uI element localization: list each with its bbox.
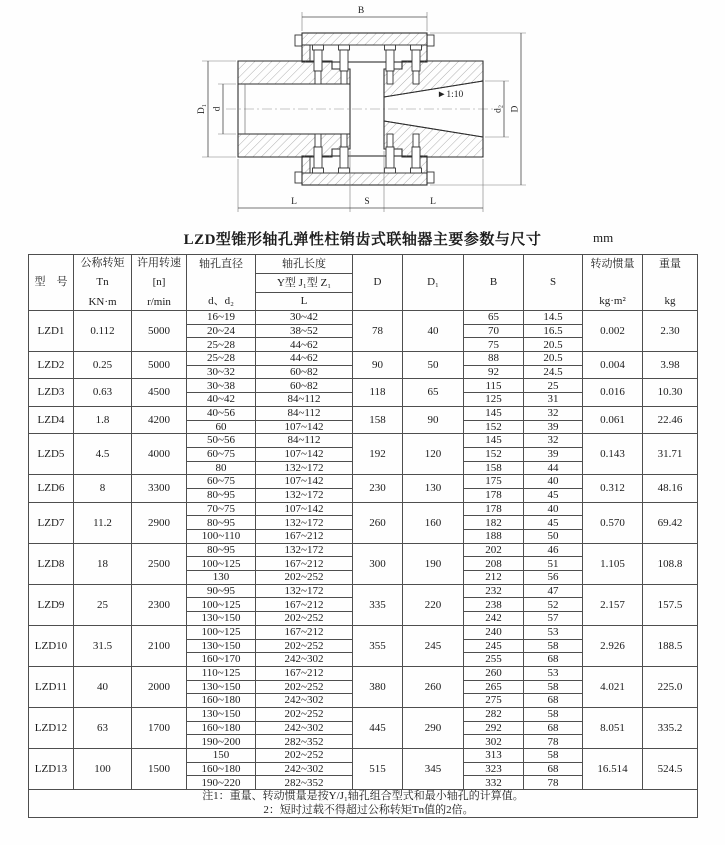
- cell-weight: 69.42: [643, 502, 698, 543]
- cell-B: 158: [464, 461, 524, 475]
- cell-B: 275: [464, 694, 524, 708]
- cell-B: 242: [464, 612, 524, 626]
- table-body: [29, 311, 698, 790]
- cell-torque: 25: [74, 584, 132, 625]
- coupling-cross-section-drawing: [0, 2, 725, 228]
- header-speed-line: 许用转速: [137, 257, 181, 269]
- cell-torque: 0.63: [74, 379, 132, 406]
- note-line-1: 注1：重量、转动惯量是按Y/J₁轴孔组合型式和最小轴孔的计算值。: [202, 790, 524, 803]
- cell-inertia: 0.004: [583, 352, 643, 379]
- cell-S: 53: [524, 625, 583, 639]
- cell-length-range: 84~112: [256, 393, 353, 407]
- cell-S: 14.5: [524, 311, 583, 325]
- cell-B: 282: [464, 707, 524, 721]
- cell-S: 46: [524, 543, 583, 557]
- cell-model: LZD6: [29, 475, 74, 502]
- cell-bore-range: 160~180: [187, 721, 256, 735]
- cell-model: LZD7: [29, 502, 74, 543]
- cell-weight: 157.5: [643, 584, 698, 625]
- dim-label-D: D: [510, 105, 521, 113]
- cell-length-range: 107~142: [256, 420, 353, 434]
- header-speed-line: [n]: [152, 276, 166, 289]
- cell-S: 53: [524, 666, 583, 680]
- cell-B: 292: [464, 721, 524, 735]
- cell-bore-range: 60~75: [187, 447, 256, 461]
- cell-D1: 90: [403, 406, 464, 433]
- cell-B: 145: [464, 406, 524, 420]
- table-row: [29, 707, 698, 721]
- cell-S: 68: [524, 694, 583, 708]
- cell-D: 78: [353, 311, 403, 352]
- cell-B: 88: [464, 352, 524, 366]
- cell-inertia: 2.926: [583, 625, 643, 666]
- cell-bore-range: 80~95: [187, 516, 256, 530]
- header-inertia-line: kg·m²: [599, 294, 626, 307]
- cell-bore-range: 16~19: [187, 311, 256, 325]
- cell-D: 355: [353, 625, 403, 666]
- cell-bore-range: 30~38: [187, 379, 256, 393]
- cell-inertia: 16.514: [583, 749, 643, 790]
- cell-weight: 225.0: [643, 666, 698, 707]
- cell-D: 230: [353, 475, 403, 502]
- cell-S: 58: [524, 707, 583, 721]
- table-header: [29, 255, 698, 311]
- cell-model: LZD9: [29, 584, 74, 625]
- cell-S: 51: [524, 557, 583, 571]
- cell-B: 145: [464, 434, 524, 448]
- cell-bore-range: 80~95: [187, 543, 256, 557]
- cell-D: 335: [353, 584, 403, 625]
- cell-speed: 4000: [132, 434, 187, 475]
- cell-S: 58: [524, 680, 583, 694]
- cell-speed: 2900: [132, 502, 187, 543]
- header-bore-line: 轴孔直径: [199, 258, 243, 270]
- table-row: [29, 666, 698, 680]
- cell-bore-range: 50~56: [187, 434, 256, 448]
- cell-S: 52: [524, 598, 583, 612]
- header-weight-line: 重量: [659, 258, 681, 270]
- cell-speed: 5000: [132, 311, 187, 352]
- cell-B: 125: [464, 393, 524, 407]
- cell-S: 40: [524, 502, 583, 516]
- note-line-2: 2：短时过载不得超过公称转矩Tn值的2倍。: [263, 804, 474, 817]
- cell-length-range: 132~172: [256, 461, 353, 475]
- cell-bore-range: 100~110: [187, 530, 256, 544]
- header-speed-line: r/min: [147, 295, 171, 308]
- table-row: [29, 543, 698, 557]
- cell-bore-range: 40~56: [187, 406, 256, 420]
- table-row: [29, 625, 698, 639]
- cell-length-range: 44~62: [256, 352, 353, 366]
- cell-torque: 63: [74, 707, 132, 748]
- cell-bore-range: 25~28: [187, 338, 256, 352]
- cell-S: 57: [524, 612, 583, 626]
- cell-torque: 100: [74, 749, 132, 790]
- table-row: [29, 475, 698, 489]
- cell-D1: 260: [403, 666, 464, 707]
- cell-bore-range: 30~32: [187, 365, 256, 379]
- dim-label-S: S: [364, 197, 370, 207]
- cell-length-range: 107~142: [256, 475, 353, 489]
- cell-speed: 1500: [132, 749, 187, 790]
- cell-B: 115: [464, 379, 524, 393]
- cell-length-range: 282~352: [256, 776, 353, 790]
- cell-torque: 0.25: [74, 352, 132, 379]
- cell-D1: 120: [403, 434, 464, 475]
- cell-inertia: 0.570: [583, 502, 643, 543]
- cell-bore-range: 130~150: [187, 707, 256, 721]
- header-length-line: Y型 J₁型 Z₁: [256, 274, 352, 293]
- header-weight-line: kg: [664, 294, 676, 307]
- cell-S: 78: [524, 735, 583, 749]
- header-D1: D₁: [403, 255, 464, 311]
- cell-D: 515: [353, 749, 403, 790]
- cell-D1: 130: [403, 475, 464, 502]
- cell-S: 47: [524, 584, 583, 598]
- cell-weight: 188.5: [643, 625, 698, 666]
- cell-length-range: 132~172: [256, 516, 353, 530]
- cell-torque: 40: [74, 666, 132, 707]
- cell-D1: 190: [403, 543, 464, 584]
- cell-S: 25: [524, 379, 583, 393]
- cell-length-range: 202~252: [256, 707, 353, 721]
- header-weight: [643, 255, 698, 311]
- cell-inertia: 0.061: [583, 406, 643, 433]
- cell-bore-range: 60~75: [187, 475, 256, 489]
- cell-S: 16.5: [524, 324, 583, 338]
- cell-bore-range: 100~125: [187, 557, 256, 571]
- cell-speed: 2000: [132, 666, 187, 707]
- cell-torque: 0.112: [74, 311, 132, 352]
- dim-label-d: d: [212, 106, 223, 112]
- cell-weight: 2.30: [643, 311, 698, 352]
- cell-B: 202: [464, 543, 524, 557]
- cell-model: LZD4: [29, 406, 74, 433]
- cell-model: LZD2: [29, 352, 74, 379]
- cell-length-range: 167~212: [256, 557, 353, 571]
- header-model: 型 号: [29, 255, 74, 311]
- dim-label-D1: D₁: [197, 103, 207, 115]
- cell-length-range: 242~302: [256, 762, 353, 776]
- cell-S: 24.5: [524, 365, 583, 379]
- cell-B: 332: [464, 776, 524, 790]
- cell-length-range: 84~112: [256, 406, 353, 420]
- cell-length-range: 107~142: [256, 447, 353, 461]
- cell-S: 32: [524, 406, 583, 420]
- header-inertia-line: 转动惯量: [590, 258, 635, 270]
- cell-length-range: 202~252: [256, 749, 353, 763]
- header-torque-line: Tn: [96, 276, 109, 289]
- dimension-B: [302, 6, 427, 31]
- cell-length-range: 202~252: [256, 571, 353, 585]
- taper-label: ►1:10: [437, 90, 464, 100]
- table-row: [29, 311, 698, 325]
- cell-weight: 3.98: [643, 352, 698, 379]
- dim-label-L-left: L: [291, 197, 297, 207]
- cell-S: 39: [524, 447, 583, 461]
- page-title: LZD型锥形轴孔弹性柱销齿式联轴器主要参数与尺寸: [183, 232, 542, 248]
- cell-S: 58: [524, 749, 583, 763]
- cell-B: 182: [464, 516, 524, 530]
- cell-B: 65: [464, 311, 524, 325]
- cell-length-range: 202~252: [256, 680, 353, 694]
- cell-B: 232: [464, 584, 524, 598]
- table-footer: [29, 790, 698, 818]
- table-row: [29, 584, 698, 598]
- cell-B: 75: [464, 338, 524, 352]
- header-row: [29, 255, 698, 311]
- cell-speed: 4200: [132, 406, 187, 433]
- cell-S: 44: [524, 461, 583, 475]
- cell-D: 192: [353, 434, 403, 475]
- cell-D: 90: [353, 352, 403, 379]
- cell-length-range: 202~252: [256, 639, 353, 653]
- cell-B: 260: [464, 666, 524, 680]
- cell-length-range: 107~142: [256, 502, 353, 516]
- cell-length-range: 44~62: [256, 338, 353, 352]
- cell-S: 78: [524, 776, 583, 790]
- cell-bore-range: 130~150: [187, 680, 256, 694]
- cell-inertia: 0.002: [583, 311, 643, 352]
- cell-bore-range: 160~180: [187, 762, 256, 776]
- header-torque-line: 公称转矩: [80, 257, 125, 269]
- cell-weight: 48.16: [643, 475, 698, 502]
- dimension-d2: [485, 81, 509, 137]
- cell-length-range: 167~212: [256, 625, 353, 639]
- cell-length-range: 60~82: [256, 365, 353, 379]
- table-row: [29, 379, 698, 393]
- notes-cell: [29, 790, 698, 818]
- cell-bore-range: 60: [187, 420, 256, 434]
- cell-length-range: 60~82: [256, 379, 353, 393]
- cell-bore-range: 70~75: [187, 502, 256, 516]
- unit-label: mm: [593, 230, 614, 245]
- cell-B: 92: [464, 365, 524, 379]
- cell-B: 70: [464, 324, 524, 338]
- header-D: D: [353, 255, 403, 311]
- cell-inertia: 0.312: [583, 475, 643, 502]
- header-S: S: [524, 255, 583, 311]
- cell-length-range: 132~172: [256, 488, 353, 502]
- cell-D: 445: [353, 707, 403, 748]
- cell-B: 212: [464, 571, 524, 585]
- cell-S: 68: [524, 721, 583, 735]
- cell-model: LZD8: [29, 543, 74, 584]
- cell-D1: 245: [403, 625, 464, 666]
- cell-torque: 18: [74, 543, 132, 584]
- cell-B: 302: [464, 735, 524, 749]
- cell-B: 245: [464, 639, 524, 653]
- cell-D1: 290: [403, 707, 464, 748]
- table-row: [29, 749, 698, 763]
- cell-weight: 335.2: [643, 707, 698, 748]
- cell-inertia: 4.021: [583, 666, 643, 707]
- cell-B: 238: [464, 598, 524, 612]
- cell-bore-range: 25~28: [187, 352, 256, 366]
- cell-S: 68: [524, 653, 583, 667]
- cell-length-range: 84~112: [256, 434, 353, 448]
- cell-length-range: 242~302: [256, 653, 353, 667]
- cell-S: 20.5: [524, 338, 583, 352]
- cell-S: 58: [524, 639, 583, 653]
- cell-torque: 8: [74, 475, 132, 502]
- cell-D: 380: [353, 666, 403, 707]
- cell-D1: 160: [403, 502, 464, 543]
- cell-D1: 220: [403, 584, 464, 625]
- cell-speed: 4500: [132, 379, 187, 406]
- cell-model: LZD10: [29, 625, 74, 666]
- cell-bore-range: 20~24: [187, 324, 256, 338]
- cell-bore-range: 100~125: [187, 625, 256, 639]
- cell-weight: 31.71: [643, 434, 698, 475]
- cell-D1: 40: [403, 311, 464, 352]
- cell-S: 40: [524, 475, 583, 489]
- cell-model: LZD1: [29, 311, 74, 352]
- cell-D1: 65: [403, 379, 464, 406]
- cell-weight: 22.46: [643, 406, 698, 433]
- cell-speed: 2300: [132, 584, 187, 625]
- cell-S: 20.5: [524, 352, 583, 366]
- cell-torque: 11.2: [74, 502, 132, 543]
- cell-speed: 5000: [132, 352, 187, 379]
- header-bore: [187, 255, 256, 311]
- header-length-line: L: [300, 295, 308, 307]
- cell-inertia: 8.051: [583, 707, 643, 748]
- cell-bore-range: 130~150: [187, 612, 256, 626]
- cell-D1: 50: [403, 352, 464, 379]
- cell-length-range: 242~302: [256, 694, 353, 708]
- cell-weight: 10.30: [643, 379, 698, 406]
- cell-B: 178: [464, 488, 524, 502]
- cell-length-range: 132~172: [256, 543, 353, 557]
- cell-bore-range: 160~170: [187, 653, 256, 667]
- cell-bore-range: 80~95: [187, 488, 256, 502]
- cell-length-range: 132~172: [256, 584, 353, 598]
- title-row: [0, 228, 725, 250]
- cell-torque: 1.8: [74, 406, 132, 433]
- cell-inertia: 2.157: [583, 584, 643, 625]
- cell-inertia: 1.105: [583, 543, 643, 584]
- cell-S: 56: [524, 571, 583, 585]
- cell-bore-range: 100~125: [187, 598, 256, 612]
- cell-bore-range: 110~125: [187, 666, 256, 680]
- cell-weight: 108.8: [643, 543, 698, 584]
- table-row: [29, 434, 698, 448]
- cell-B: 208: [464, 557, 524, 571]
- cell-length-range: 242~302: [256, 721, 353, 735]
- cell-length-range: 202~252: [256, 612, 353, 626]
- cell-model: LZD3: [29, 379, 74, 406]
- cell-B: 265: [464, 680, 524, 694]
- cell-D: 158: [353, 406, 403, 433]
- notes-row: [29, 790, 698, 818]
- cell-weight: 524.5: [643, 749, 698, 790]
- cell-B: 188: [464, 530, 524, 544]
- header-bore-line: d、d₂: [208, 294, 234, 307]
- cell-bore-range: 150: [187, 749, 256, 763]
- cell-model: LZD11: [29, 666, 74, 707]
- dim-label-L-right: L: [430, 197, 436, 207]
- table-row: [29, 502, 698, 516]
- parameters-table: [28, 254, 698, 818]
- cell-length-range: 30~42: [256, 311, 353, 325]
- dim-label-B: B: [357, 6, 365, 16]
- table-row: [29, 406, 698, 420]
- cell-B: 152: [464, 447, 524, 461]
- cell-S: 50: [524, 530, 583, 544]
- cell-S: 31: [524, 393, 583, 407]
- cell-length-range: 167~212: [256, 598, 353, 612]
- cell-S: 45: [524, 488, 583, 502]
- cell-length-range: 38~52: [256, 324, 353, 338]
- cell-D1: 345: [403, 749, 464, 790]
- cell-B: 323: [464, 762, 524, 776]
- cell-B: 240: [464, 625, 524, 639]
- cell-model: LZD13: [29, 749, 74, 790]
- table-row: [29, 352, 698, 366]
- cell-speed: 2500: [132, 543, 187, 584]
- cell-length-range: 282~352: [256, 735, 353, 749]
- cell-bore-range: 80: [187, 461, 256, 475]
- cell-bore-range: 130~150: [187, 639, 256, 653]
- header-torque: [74, 255, 132, 311]
- header-speed: [132, 255, 187, 311]
- cell-model: LZD12: [29, 707, 74, 748]
- cell-D: 300: [353, 543, 403, 584]
- cell-bore-range: 40~42: [187, 393, 256, 407]
- cell-bore-range: 190~200: [187, 735, 256, 749]
- cell-torque: 31.5: [74, 625, 132, 666]
- cell-inertia: 0.016: [583, 379, 643, 406]
- header-length: [256, 255, 353, 311]
- cell-S: 45: [524, 516, 583, 530]
- header-length-line: 轴孔长度: [256, 255, 352, 274]
- cell-bore-range: 160~180: [187, 694, 256, 708]
- cell-D: 260: [353, 502, 403, 543]
- cell-speed: 3300: [132, 475, 187, 502]
- header-inertia: [583, 255, 643, 311]
- cell-B: 313: [464, 749, 524, 763]
- cell-D: 118: [353, 379, 403, 406]
- cell-length-range: 167~212: [256, 666, 353, 680]
- cell-S: 32: [524, 434, 583, 448]
- cell-S: 68: [524, 762, 583, 776]
- cell-speed: 1700: [132, 707, 187, 748]
- cell-torque: 4.5: [74, 434, 132, 475]
- cell-bore-range: 130: [187, 571, 256, 585]
- cell-B: 178: [464, 502, 524, 516]
- cell-S: 39: [524, 420, 583, 434]
- cell-inertia: 0.143: [583, 434, 643, 475]
- cell-B: 152: [464, 420, 524, 434]
- dim-label-d2: d₂: [493, 104, 504, 114]
- header-torque-line: KN·m: [88, 295, 117, 308]
- cell-B: 175: [464, 475, 524, 489]
- header-B: B: [464, 255, 524, 311]
- cell-bore-range: 90~95: [187, 584, 256, 598]
- cell-length-range: 167~212: [256, 530, 353, 544]
- cell-B: 255: [464, 653, 524, 667]
- cell-model: LZD5: [29, 434, 74, 475]
- cell-speed: 2100: [132, 625, 187, 666]
- cell-bore-range: 190~220: [187, 776, 256, 790]
